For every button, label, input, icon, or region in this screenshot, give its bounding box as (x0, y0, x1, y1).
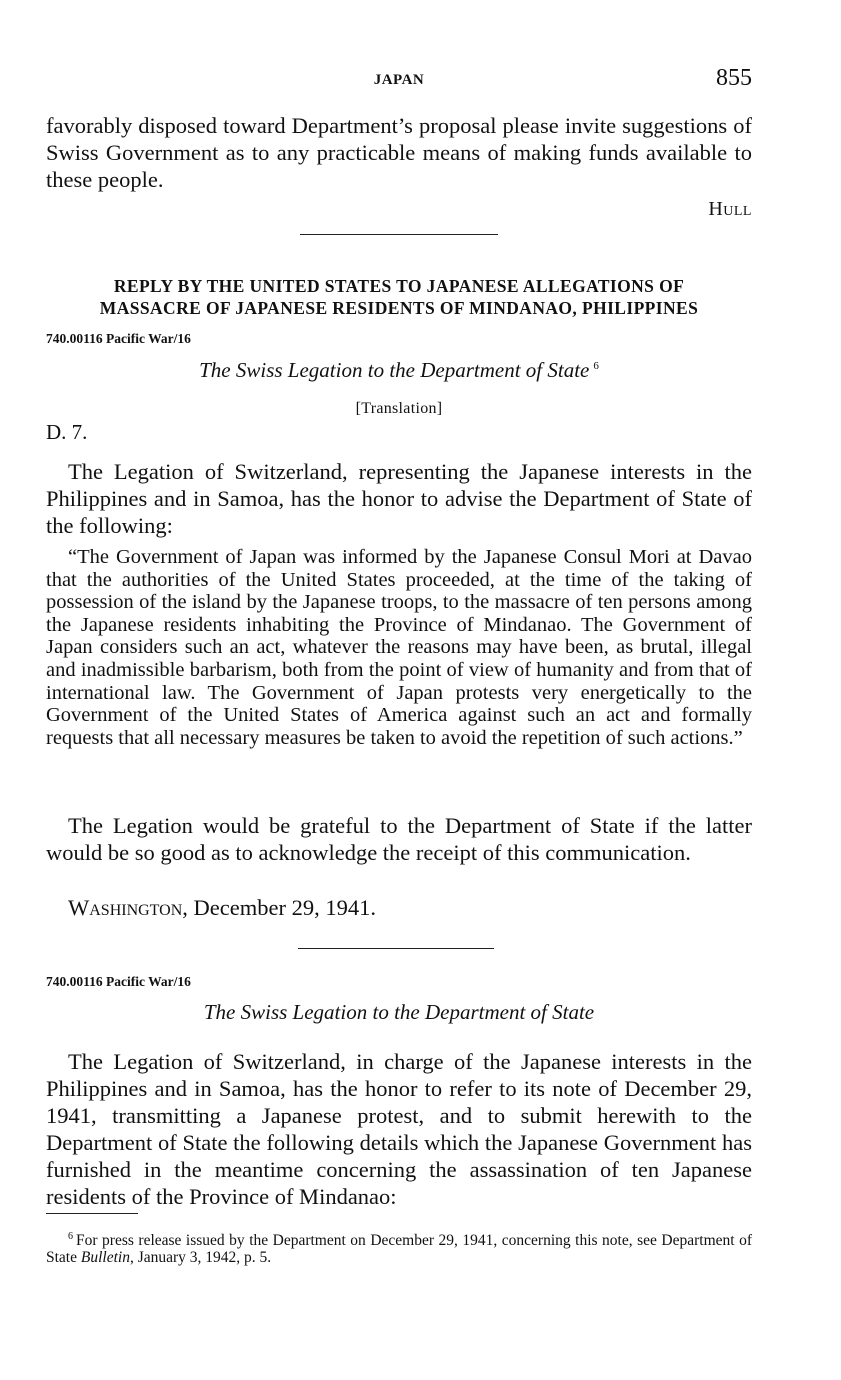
footnote (46, 1228, 752, 1266)
footnote-text: For press release issued by the Department on December 29, 1941, concerning this note, see Department of State (46, 1232, 752, 1267)
file-number: 740.00116 Pacific War/16 (46, 331, 191, 346)
footnote-reference: 6 (593, 360, 599, 372)
document-title-text: The Swiss Legation to the Department of State (199, 358, 590, 382)
footnote-publication: Bulletin (80, 1249, 130, 1267)
section-divider (300, 234, 498, 235)
page-number: 855 (716, 65, 752, 91)
file-number-2: 740.00116 Pacific War/16 (46, 974, 191, 989)
doc1-paragraph-1: The Legation of Switzerland, representing the Japanese interests in the Philippines and in Samoa, has the honor to advise the Department of State of the following: (46, 459, 752, 538)
footnote-mark: 6 (68, 1231, 73, 1242)
continuation-paragraph: favorably disposed toward Department’s proposal please invite suggestions of Swiss Government as to any practicable means of making funds available to these people. (46, 113, 752, 192)
dateline (46, 894, 752, 921)
document-title-2: The Swiss Legation to the Department of State (203, 1000, 595, 1024)
section-heading (46, 275, 752, 319)
document-page (46, 0, 752, 1380)
document-title (46, 358, 752, 383)
section-heading-line-1: REPLY BY THE UNITED STATES TO JAPANESE ALLEGATIONS OF (113, 276, 685, 296)
translation-note: [Translation] (355, 400, 443, 417)
running-header (46, 65, 752, 98)
footnote-text-end: , January 3, 1942, p. 5. (129, 1249, 272, 1267)
dateline-place: Washington (68, 895, 183, 920)
footnote-divider (46, 1213, 138, 1214)
running-title: JAPAN (373, 72, 425, 88)
doc1-paragraph-2: The Legation would be grateful to the Department of State if the latter would be so good as to acknowledge the receipt of this communication. (46, 813, 752, 865)
section-heading-line-2: MASSACRE OF JAPANESE RESIDENTS OF MINDANAO, PHILIPPINES (99, 298, 699, 318)
dateline-date: , December 29, 1941. (182, 895, 376, 920)
document-code: D. 7. (46, 420, 88, 444)
quoted-protest: “The Government of Japan was informed by the Japanese Consul Mori at Davao that the authorities of the United States proceeded, at the time of the taking of possession of the island by the Japanese troops, to the massacre of ten persons among the Japanese residents inhabiting the Province of Mindanao. The Government of Japan considers such an act, whatever the reasons may have been, as brutal, illegal and inadmissible barbarism, both from the point of view of humanity and from that of international law. The Government of Japan protests very energetically to the Government of the United States of America against such an act and formally requests that all necessary measures be taken to avoid the repetition of such actions.” (46, 546, 752, 749)
signature: Hull (708, 198, 752, 220)
doc2-paragraph-1: The Legation of Switzerland, in charge of the Japanese interests in the Philippines and in Samoa, has the honor to refer to its note of December 29, 1941, transmitting a Japanese protest, and to submit herewith to the Department of State the following details which the Japanese Government has furnished in the meantime concerning the assassination of ten Japanese residents of the Province of Mindanao: (46, 1049, 752, 1209)
document-divider (298, 948, 494, 949)
